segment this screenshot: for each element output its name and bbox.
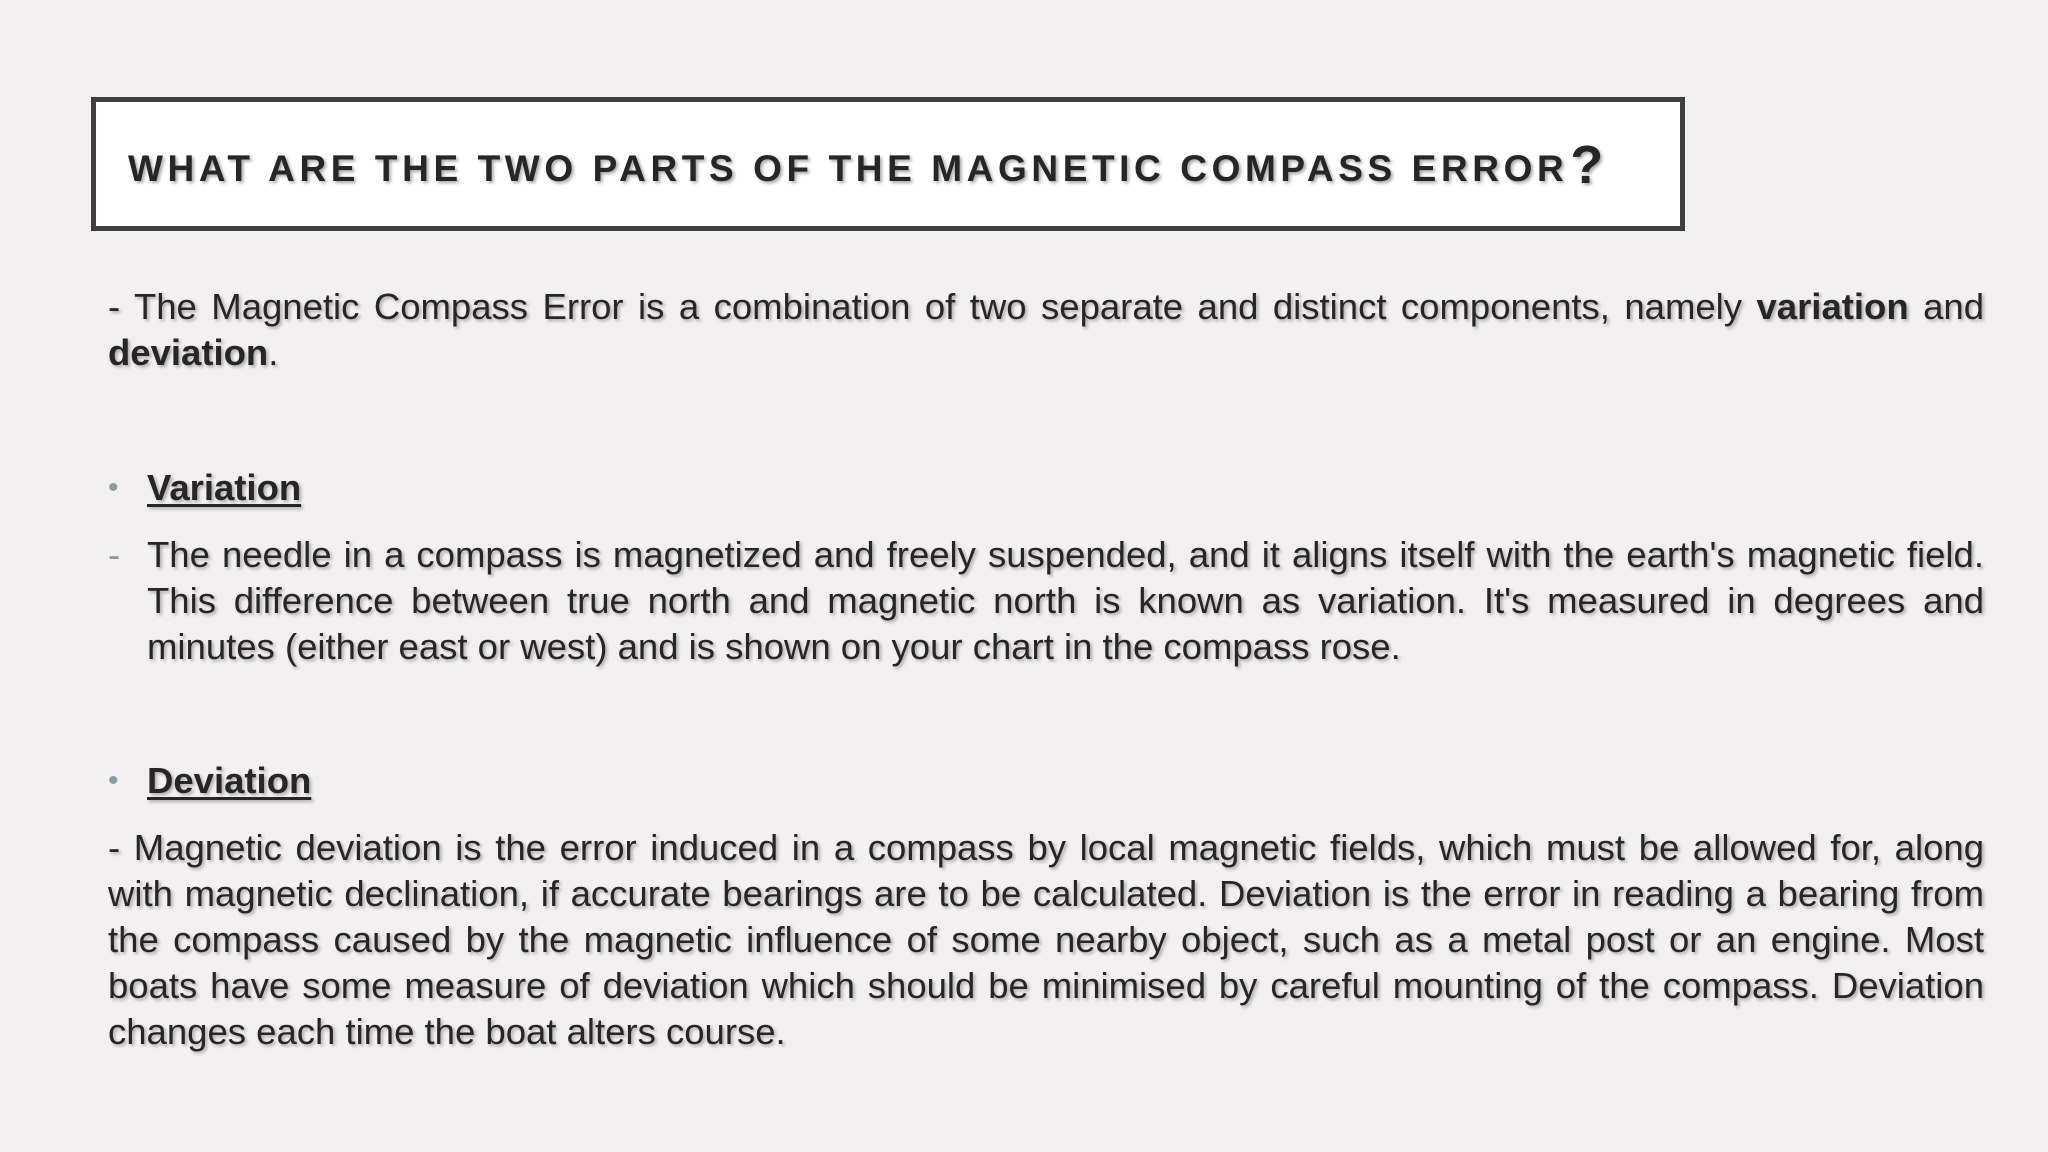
title-box (91, 97, 1685, 231)
bullet-icon: • (108, 764, 119, 797)
intro-paragraph (108, 284, 1984, 376)
deviation-heading: Deviation (147, 760, 312, 801)
title-question-mark: ? (1570, 135, 1604, 195)
slide-title (128, 132, 1603, 194)
slide-content (108, 284, 1984, 1055)
intro-term-variation: variation (1756, 286, 1909, 327)
intro-term-deviation: deviation (108, 332, 269, 373)
deviation-heading-row (108, 758, 1984, 804)
variation-heading-row (108, 465, 1984, 511)
variation-paragraph (108, 532, 1984, 670)
variation-body: The needle in a compass is magnetized and freely suspended, and it aligns itself with the earth's magnetic field. This difference between true north and magnetic north is known as variation. It's measured in degrees and minutes (either east or west) and is shown on your chart in the compass rose. (147, 534, 1984, 667)
slide-title-text: WHAT ARE THE TWO PARTS OF THE MAGNETIC COMPASS ERROR (128, 148, 1569, 189)
dash-marker: - (108, 534, 121, 575)
variation-heading: Variation (147, 467, 302, 508)
intro-text: - The Magnetic Compass Error is a combination of two separate and distinct components, namely (108, 286, 1757, 327)
deviation-paragraph: - Magnetic deviation is the error induced in a compass by local magnetic fields, which must be allowed for, along with magnetic declination, if accurate bearings are to be calculated. Deviation is the error in reading a bearing from the compass caused by the magnetic influence of some nearby object, such as a metal post or an engine. Most boats have some measure of deviation which should be minimised by careful mounting of the compass. Deviation changes each time the boat alters course. (108, 827, 1984, 1052)
intro-text-end: . (268, 332, 279, 373)
intro-text-and: and (1908, 286, 1984, 327)
bullet-icon: • (108, 471, 119, 504)
